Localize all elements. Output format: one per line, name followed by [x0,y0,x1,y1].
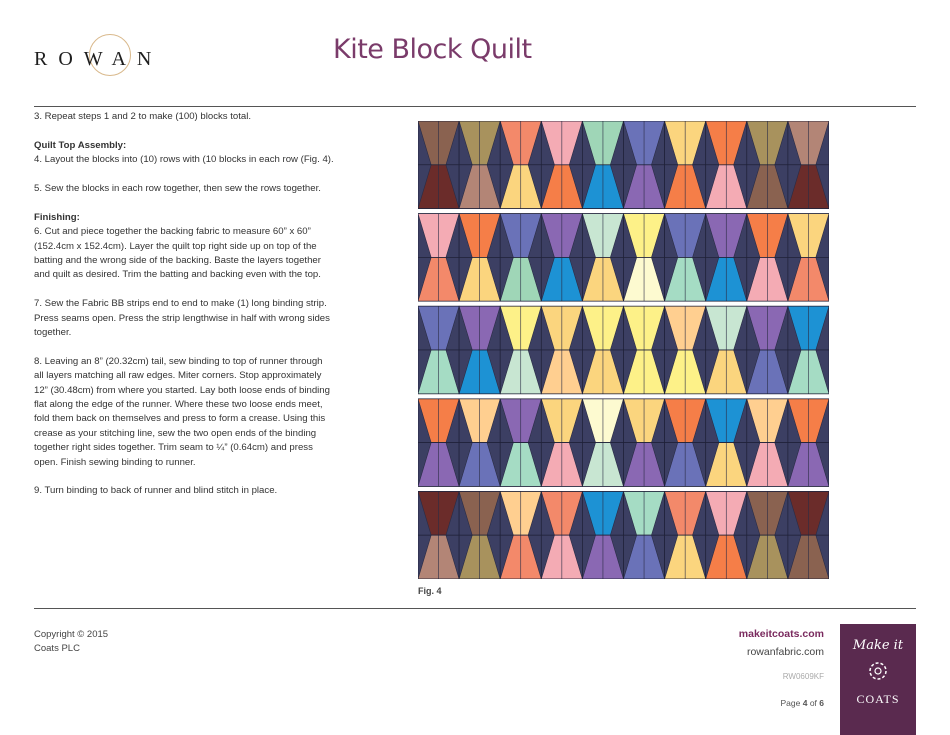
copyright-line-2: Coats PLC [34,643,80,654]
quilt-block [624,443,665,487]
quilt-block [747,399,788,443]
copyright-line-1: Copyright © 2015 [34,629,109,640]
quilt-block [706,491,747,535]
quilt-block [459,350,500,394]
rowanfabric-link[interactable]: rowanfabric.com [746,646,824,658]
quilt-block [500,399,541,443]
quilt-block [788,165,829,209]
quilt-block [665,257,706,301]
instructions [34,110,334,513]
quilt-block [747,257,788,301]
quilt-block [418,443,459,487]
quilt-block [541,306,582,350]
quilt-block [624,399,665,443]
rowan-logo [34,44,174,74]
quilt-block [459,306,500,350]
quilt-block [706,257,747,301]
quilt-block [747,165,788,209]
coats-badge [840,624,916,735]
quilt-block [747,350,788,394]
quilt-block [706,306,747,350]
quilt-block [582,121,623,165]
quilt-block [665,399,706,443]
quilt-block [624,535,665,579]
copyright [34,628,108,656]
quilt-block [665,306,706,350]
page-current: 4 [802,698,808,708]
quilt-block [706,443,747,487]
finishing-heading: Finishing: [34,211,80,223]
quilt-block [541,399,582,443]
quilt-block [747,306,788,350]
quilt-block [665,214,706,258]
quilt-block [788,399,829,443]
quilt-block [541,443,582,487]
quilt-block [582,443,623,487]
footer-divider [34,608,916,609]
quilt-block [665,535,706,579]
quilt-block [541,491,582,535]
quilt-block [788,306,829,350]
quilt-block [418,306,459,350]
quilt-block [747,535,788,579]
quilt-block [665,491,706,535]
quilt-block [665,443,706,487]
quilt-block [706,535,747,579]
page-total: 6 [819,698,824,708]
step-3: 3. Repeat steps 1 and 2 to make (100) blocks total. [34,111,252,122]
quilt-block [706,399,747,443]
quilt-layout-figure [418,121,829,579]
quilt-block [459,535,500,579]
quilt-block [624,121,665,165]
quilt-block [665,350,706,394]
quilt-block [541,214,582,258]
quilt-block [665,121,706,165]
quilt-block [706,121,747,165]
badge-make-it: Make it [852,638,904,653]
quilt-block [418,257,459,301]
quilt-block [459,121,500,165]
quilt-block [459,257,500,301]
quilt-block [706,350,747,394]
quilt-block [418,165,459,209]
footer-links [739,625,824,661]
pattern-code: RW0609KF [782,672,824,681]
quilt-block [459,491,500,535]
quilt-block [418,491,459,535]
quilt-block [624,350,665,394]
quilt-block [788,257,829,301]
step-4: 4. Layout the blocks into (10) rows with (10 blocks in each row (Fig. 4). [34,154,334,166]
quilt-block [500,121,541,165]
quilt-block [747,443,788,487]
quilt-block [788,535,829,579]
quilt-block [624,491,665,535]
quilt-block [624,214,665,258]
step-7: 7. Sew the Fabric BB strips end to end to make (1) long binding strip. Press seams open. Press the strip lengthwise in half with wrong sides together. [34,298,330,339]
quilt-block [459,399,500,443]
quilt-block [788,443,829,487]
quilt-block [582,165,623,209]
page-prefix: Page [780,698,803,708]
quilt-block [459,443,500,487]
quilt-block [665,165,706,209]
quilt-block [624,257,665,301]
quilt-block [788,214,829,258]
quilt-block [624,165,665,209]
quilt-block [582,535,623,579]
quilt-block [500,535,541,579]
quilt-block [500,165,541,209]
figure-caption: Fig. 4 [418,586,442,596]
badge-coats: COATS [856,692,900,706]
quilt-block [500,491,541,535]
quilt-block [788,121,829,165]
quilt-block [541,535,582,579]
quilt-block [582,350,623,394]
quilt-block [541,257,582,301]
quilt-block [788,491,829,535]
quilt-block [418,121,459,165]
quilt-block [418,535,459,579]
quilt-block [706,165,747,209]
page-of: of [807,698,820,708]
quilt-block [582,214,623,258]
quilt-block [624,306,665,350]
step-9: 9. Turn binding to back of runner and blind stitch in place. [34,485,278,497]
quilt-block [418,214,459,258]
quilt-block [541,350,582,394]
quilt-block [500,214,541,258]
quilt-block [541,165,582,209]
step-6: 6. Cut and piece together the backing fabric to measure 60” x 60” (152.4cm x 152.4cm). Layer the quilt top right side up on top of the batting and the wrong side of the backing. Baste the layers together and quilt as desired. Trim the batting and backing even with the top. [34,226,321,281]
quilt-block [582,399,623,443]
quilt-block [500,306,541,350]
step-8: 8. Leaving an 8” (20.32cm) tail, sew binding to top of runner through all layers matching all raw edges. Miter corners. Stop approximately 12” (30.48cm) from where you started. Lay both loose ends of binding flat along the edge of the runner. Where these two loose ends meet, fold them back on themselves and press to form a crease. Using this crease as your stitching line, sew the two open ends of the binding together right sides together. Trim seam to ¼” (0.64cm) and press open. Finish sewing binding to runner. [34,355,330,468]
header-divider [34,106,916,107]
quilt-block [747,121,788,165]
brand-name: ROWAN [34,48,163,70]
page-number [781,698,825,708]
quilt-block [747,491,788,535]
assembly-heading: Quilt Top Assembly: [34,139,127,151]
quilt-block [747,214,788,258]
coats-knot-icon [866,659,890,683]
quilt-block [788,350,829,394]
quilt-block [582,306,623,350]
quilt-block [500,257,541,301]
quilt-block [706,214,747,258]
step-5: 5. Sew the blocks in each row together, then sew the rows together. [34,183,321,194]
quilt-block [582,491,623,535]
quilt-block [418,399,459,443]
quilt-block [541,121,582,165]
quilt-block [500,350,541,394]
quilt-block [582,257,623,301]
quilt-block [459,165,500,209]
quilt-block [418,350,459,394]
makeitcoats-link[interactable]: makeitcoats.com [738,628,824,640]
page-title: Kite Block Quilt [333,34,532,65]
quilt-block [500,443,541,487]
quilt-block [459,214,500,258]
